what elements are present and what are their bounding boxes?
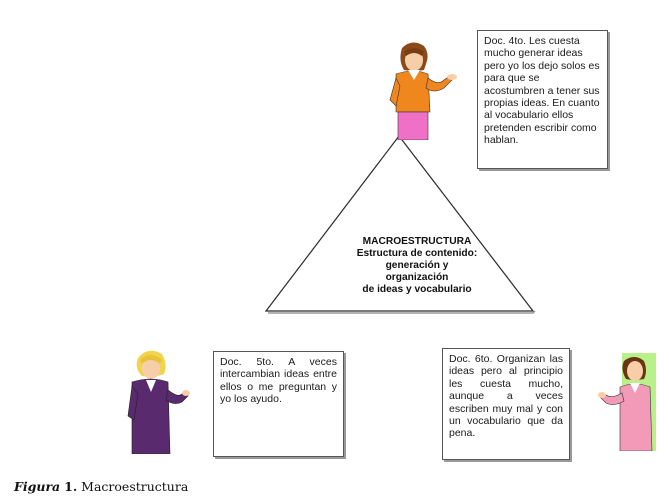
teacher-4to-illustration bbox=[378, 40, 458, 140]
caption-label: Figura bbox=[14, 479, 61, 494]
center-line-3: organización bbox=[385, 272, 449, 283]
teacher-6to-illustration bbox=[598, 353, 656, 451]
center-line-1: Estructura de contenido: bbox=[356, 248, 478, 259]
center-title: MACROESTRUCTURA bbox=[362, 236, 472, 247]
caption-title: Macroestructura bbox=[81, 479, 189, 494]
quote-box-doc-4to bbox=[477, 30, 608, 169]
macroestructura-label bbox=[322, 236, 512, 296]
caption-number: 1. bbox=[64, 479, 78, 494]
center-line-4: de ideas y vocabulario bbox=[362, 284, 472, 295]
quote-text-doc-4to: Doc. 4to. Les cuesta mucho generar ideas pero yo los dejo solos es para que se acostumbren a tener sus propias ideas. En cuanto al vocabulario ellos pretenden escribir como hablan. bbox=[484, 35, 600, 147]
figure-caption bbox=[14, 479, 188, 494]
quote-text-doc-5to: Doc. 5to. A veces intercambian ideas entre ellos o me preguntan y yo los ayudo. bbox=[220, 356, 337, 406]
teacher-5to-illustration bbox=[124, 346, 190, 454]
quote-box-doc-6to bbox=[442, 348, 570, 460]
quote-text-doc-6to: Doc. 6to. Organizan las ideas pero al principio les cuesta mucho, aunque a veces escriben muy mal y con un vocabulario que da pena. bbox=[449, 353, 563, 440]
center-line-2: generación y bbox=[385, 260, 449, 271]
quote-box-doc-5to bbox=[213, 351, 344, 457]
